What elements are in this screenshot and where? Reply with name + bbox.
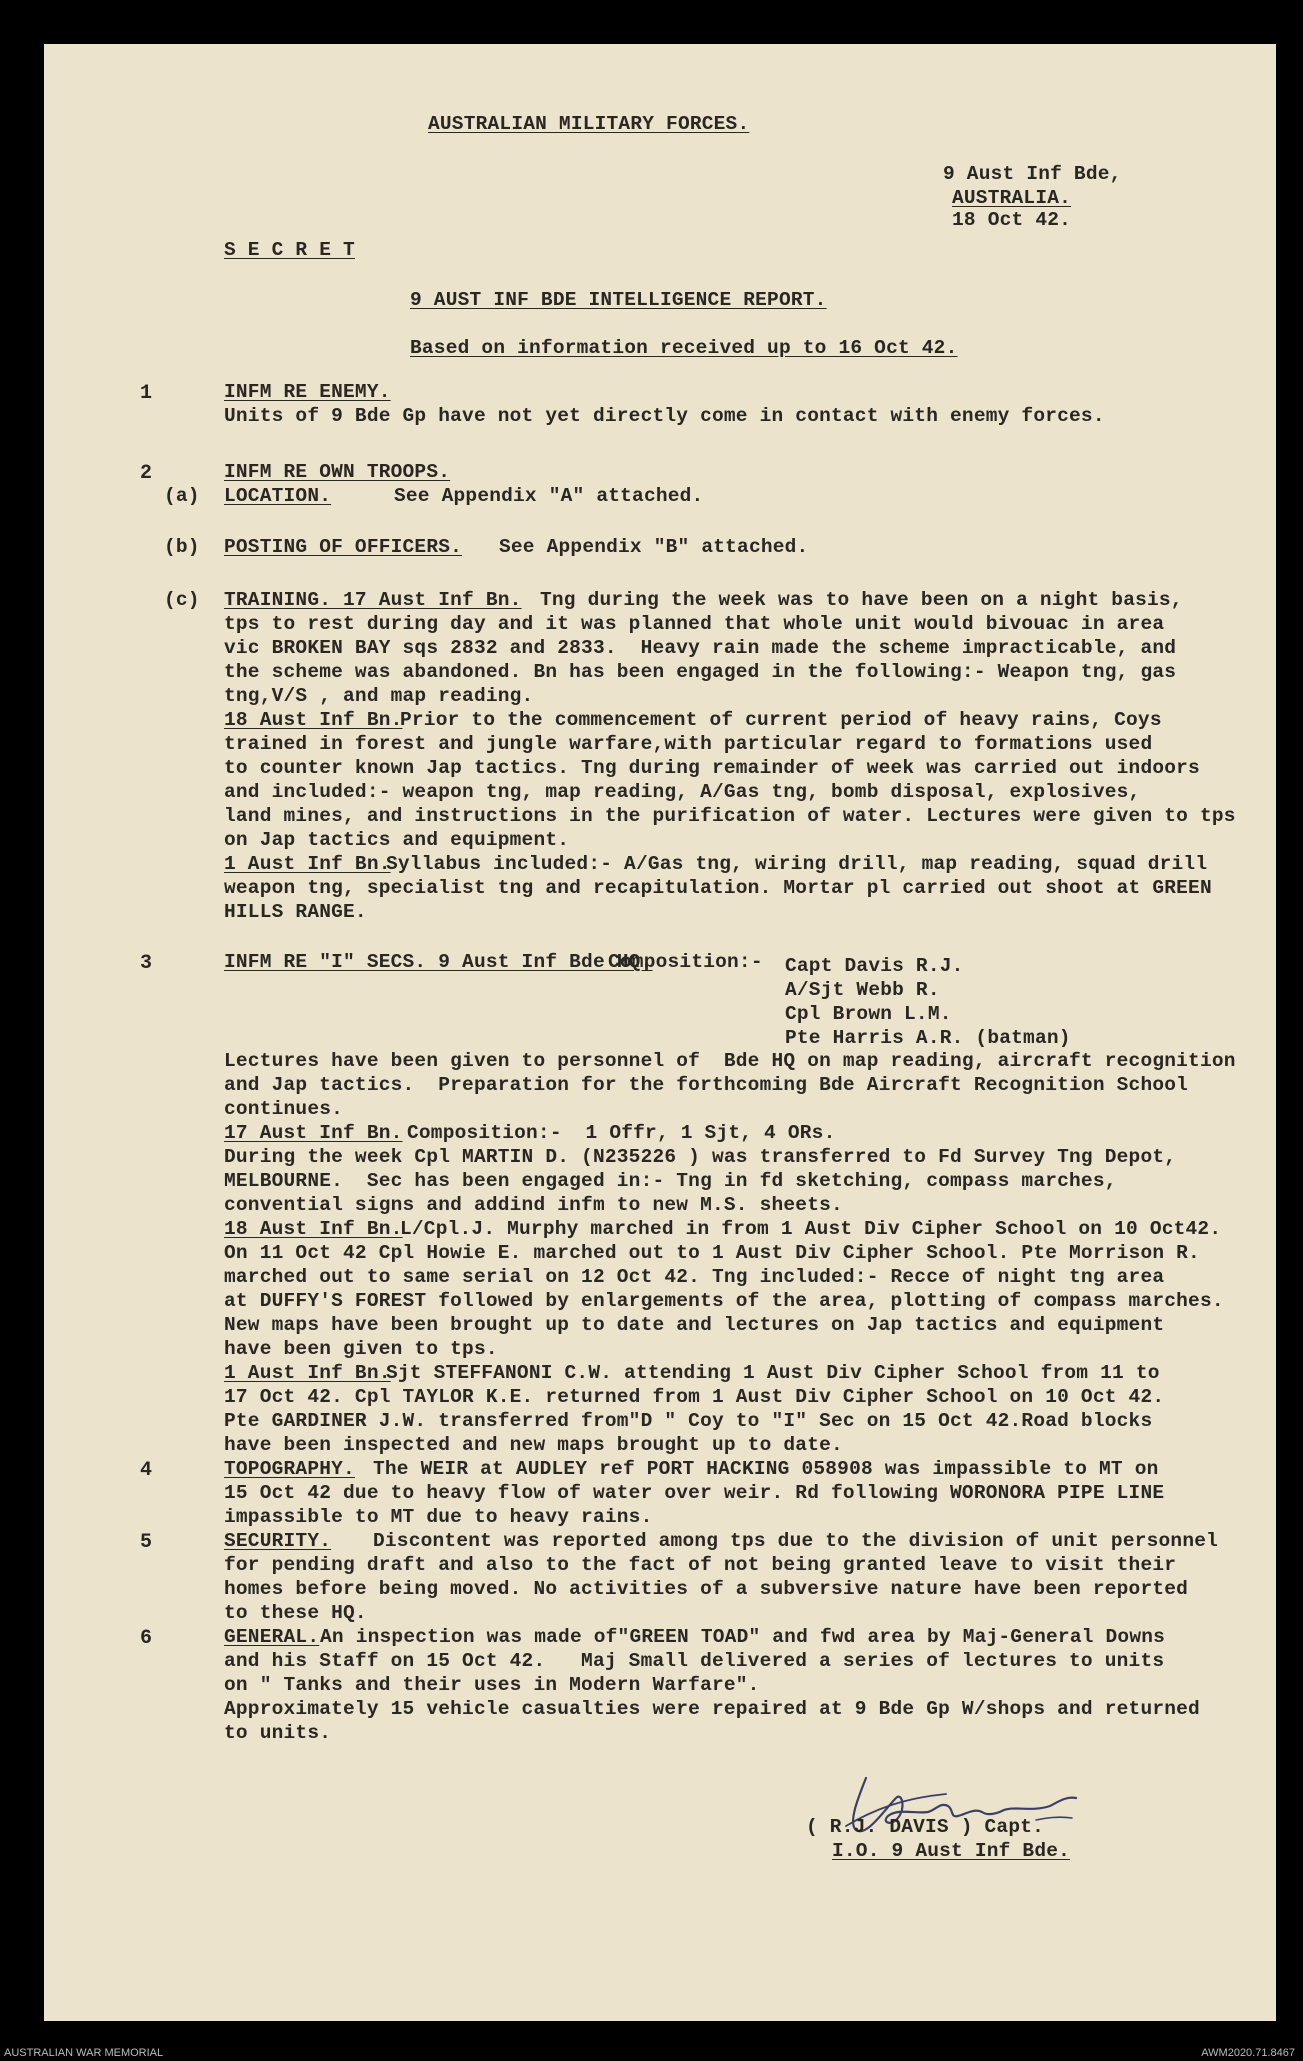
unit-heading: 18 Aust Inf Bn. [224,709,403,731]
document-page [44,44,1276,2021]
section-heading: SECURITY. [224,1530,332,1552]
paragraph-line: Pte GARDINER J.W. transferred from"D " Coy to "I" Sec on 15 Oct 42.Road blocks [224,1410,1153,1432]
composition-member: A/Sjt Webb R. [785,979,940,1001]
composition-label: Composition:- [608,951,763,973]
paragraph-line: trained in forest and jungle warfare,with particular regard to formations used [224,733,1153,755]
paragraph-line: have been inspected and new maps brought up to date. [224,1434,843,1456]
composition-member: Capt Davis R.J. [785,955,964,977]
subsection-label: (a) [164,485,200,507]
paragraph-line: and his Staff on 15 Oct 42. Maj Small delivered a series of lectures to units [224,1650,1165,1672]
paragraph-line: Approximately 15 vehicle casualties were repaired at 9 Bde Gp W/shops and returned [224,1698,1200,1720]
section-heading: INFM RE OWN TROOPS. [224,461,451,483]
subsection-label: (c) [164,589,200,611]
subsection-label: (b) [164,536,200,558]
paragraph-line: On 11 Oct 42 Cpl Howie E. marched out to 1 Aust Div Cipher School. Pte Morrison R. [224,1242,1200,1264]
unit-heading: 1 Aust Inf Bn. [224,1362,391,1384]
document-title: AUSTRALIAN MILITARY FORCES. [428,113,750,135]
paragraph-line: at DUFFY'S FOREST followed by enlargements of the area, plotting of compass marches. [224,1290,1224,1312]
paragraph-line: Tng during the week was to have been on a night basis, [540,589,1183,611]
section-heading: TOPOGRAPHY. [224,1458,355,1480]
paragraph-line: have been given to tps. [224,1338,498,1360]
paragraph-line: Syllabus included:- A/Gas tng, wiring drill, map reading, squad drill [386,853,1208,875]
paragraph-line: 17 Oct 42. Cpl TAYLOR K.E. returned from 1 Aust Div Cipher School on 10 Oct 42. [224,1386,1165,1408]
paragraph-line: marched out to same serial on 12 Oct 42. Tng included:- Recce of night tng area [224,1266,1165,1288]
paragraph-line: the scheme was abandoned. Bn has been engaged in the following:- Weapon tng, gas [224,661,1177,683]
paragraph-line: convential signs and addind infm to new M.S. sheets. [224,1194,843,1216]
footer-accession-number: AWM2020.71.8467 [1201,2047,1295,2059]
unit-heading: 18 Aust Inf Bn. [224,1218,403,1240]
section-number: 2 [140,462,153,485]
unit-heading: 17 Aust Inf Bn. [224,1122,403,1144]
composition-member: Pte Harris A.R. (batman) [785,1027,1071,1049]
paragraph-line: 15 Oct 42 due to heavy flow of water over weir. Rd following WORONORA PIPE LINE [224,1482,1165,1504]
paragraph-line: MELBOURNE. Sec has been engaged in:- Tng in fd sketching, compass marches, [224,1170,1117,1192]
subsection-text: See Appendix "B" attached. [499,536,809,558]
from-place: AUSTRALIA. [952,187,1072,209]
section-heading: GENERAL. [224,1626,320,1648]
paragraph-line: on " Tanks and their uses in Modern Warfare". [224,1674,760,1696]
paragraph-line: and Jap tactics. Preparation for the forthcoming Bde Aircraft Recognition School [224,1074,1189,1096]
paragraph-line: Sjt STEFFANONI C.W. attending 1 Aust Div Cipher School from 11 to [386,1362,1160,1384]
paragraph-line: on Jap tactics and equipment. [224,829,570,851]
subsection-heading: TRAINING. 17 Aust Inf Bn. [224,589,522,611]
paragraph-line: to these HQ. [224,1602,367,1624]
section-number: 5 [140,1531,153,1554]
section-number: 3 [140,952,153,975]
paragraph-line: land mines, and instructions in the purification of water. Lectures were given to tps [224,805,1236,827]
report-title: 9 AUST INF BDE INTELLIGENCE REPORT. [410,289,827,311]
signatory-name: ( R.J. DAVIS ) Capt. [806,1816,1045,1838]
paragraph-line: The WEIR at AUDLEY ref PORT HACKING 058908 was impassible to MT on [373,1458,1159,1480]
section-number: 4 [140,1459,153,1482]
paragraph-line: During the week Cpl MARTIN D. (N235226 ) was transferred to Fd Survey Tng Depot, [224,1146,1177,1168]
classification: S E C R E T [224,239,355,261]
report-basis: Based on information received up to 16 Oct 42. [410,337,958,359]
paragraph-line: Lectures have been given to personnel of Bde HQ on map reading, aircraft recognition [224,1050,1236,1072]
from-unit: 9 Aust Inf Bde, [943,163,1122,185]
paragraph-line: for pending draft and also to the fact of not being granted leave to visit their [224,1554,1177,1576]
signatory-position: I.O. 9 Aust Inf Bde. [832,1840,1071,1862]
paragraph-line: Composition:- 1 Offr, 1 Sjt, 4 ORs. [407,1122,836,1144]
paragraph-line: continues. [224,1098,344,1120]
paragraph-line: tps to rest during day and it was planned that whole unit would bivouac in area [224,613,1165,635]
section-number: 6 [140,1627,153,1650]
subsection-heading: POSTING OF OFFICERS. [224,536,463,558]
footer-source: AUSTRALIAN WAR MEMORIAL [4,2047,164,2059]
paragraph-line: Prior to the commencement of current period of heavy rains, Coys [400,709,1162,731]
section-number: 1 [140,382,153,405]
paragraph-line: tng,V/S , and map reading. [224,685,534,707]
subsection-heading: LOCATION. [224,485,332,507]
composition-member: Cpl Brown L.M. [785,1003,952,1025]
paragraph-line: New maps have been brought up to date and lectures on Jap tactics and equipment [224,1314,1165,1336]
section-text: Units of 9 Bde Gp have not yet directly come in contact with enemy forces. [224,405,1105,427]
report-date: 18 Oct 42. [952,209,1072,231]
paragraph-line: and included:- weapon tng, map reading, A/Gas tng, bomb disposal, explosives, [224,781,1141,803]
paragraph-line: weapon tng, specialist tng and recapitulation. Mortar pl carried out shoot at GREEN [224,877,1212,899]
subsection-text: See Appendix "A" attached. [394,485,704,507]
paragraph-line: L/Cpl.J. Murphy marched in from 1 Aust Div Cipher School on 10 Oct42. [400,1218,1222,1240]
paragraph-line: homes before being moved. No activities of a subversive nature have been reported [224,1578,1189,1600]
section-heading: INFM RE ENEMY. [224,381,391,403]
paragraph-line: An inspection was made of"GREEN TOAD" and fwd area by Maj-General Downs [320,1626,1166,1648]
paragraph-line: to units. [224,1722,332,1744]
section-heading: INFM RE "I" SECS. 9 Aust Inf Bde HQ. [224,951,653,973]
paragraph-line: HILLS RANGE. [224,901,367,923]
paragraph-line: to counter known Jap tactics. Tng during remainder of week was carried out indoors [224,757,1200,779]
paragraph-line: vic BROKEN BAY sqs 2832 and 2833. Heavy rain made the scheme impracticable, and [224,637,1177,659]
paragraph-line: Discontent was reported among tps due to the division of unit personnel [373,1530,1219,1552]
unit-heading: 1 Aust Inf Bn. [224,853,391,875]
paragraph-line: impassible to MT due to heavy rains. [224,1506,653,1528]
